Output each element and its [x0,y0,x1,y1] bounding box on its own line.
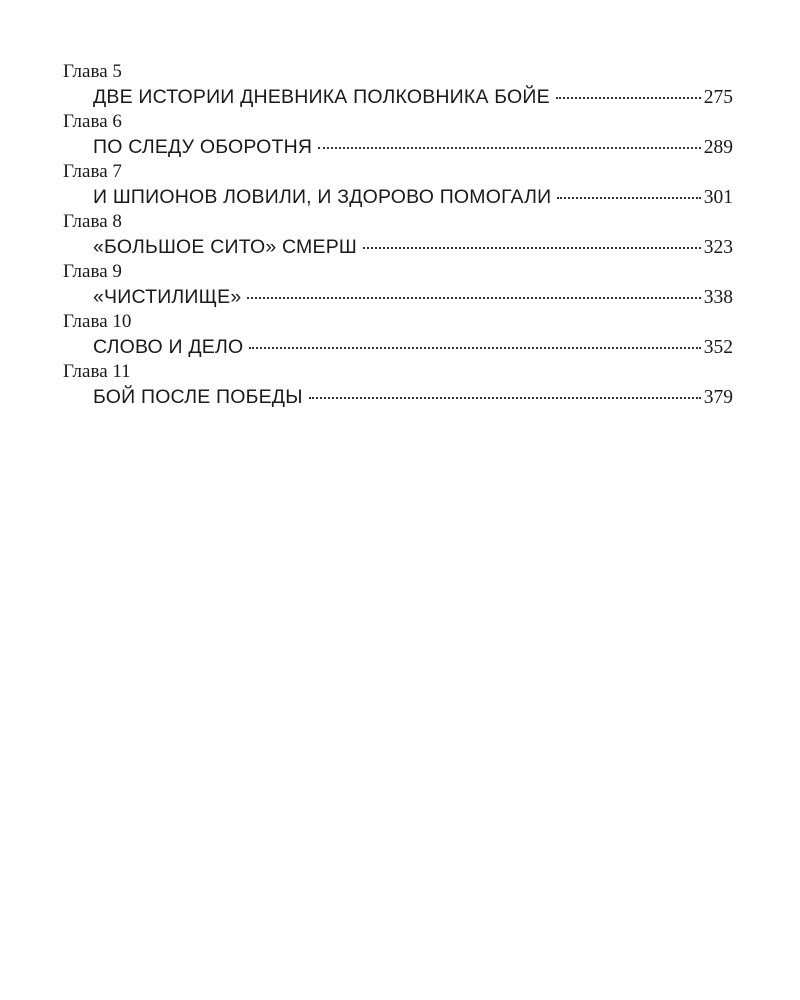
chapter-line[interactable] [63,384,733,410]
chapter-title: ДВЕ ИСТОРИИ ДНЕВНИКА ПОЛКОВНИКА БОЙЕ [93,86,550,108]
toc-entry-chapter-5 [63,60,733,110]
page-number: 352 [703,337,733,358]
chapter-title: ПО СЛЕДУ ОБОРОТНЯ [93,136,313,158]
toc-entry-chapter-11 [63,360,733,410]
chapter-line[interactable] [63,284,733,310]
page-number: 289 [703,137,733,158]
toc-entry-chapter-8 [63,210,733,260]
chapter-line[interactable] [63,84,733,110]
chapter-number: Глава 5 [63,61,122,82]
chapter-line[interactable] [63,134,733,160]
chapter-number: Глава 8 [63,211,122,232]
chapter-number: Глава 9 [63,261,122,282]
toc-entry-chapter-6 [63,110,733,160]
chapter-title: СЛОВО И ДЕЛО [93,336,244,358]
dot-leader [247,297,700,299]
chapter-line[interactable] [63,184,733,210]
toc-entry-chapter-7 [63,160,733,210]
page-number: 379 [703,387,733,408]
chapter-number: Глава 10 [63,311,132,332]
chapter-title: «БОЛЬШОЕ СИТО» СМЕРШ [93,236,357,258]
chapter-title: «ЧИСТИЛИЩЕ» [93,286,242,308]
page-number: 323 [703,237,733,258]
page-number: 338 [703,287,733,308]
chapter-number: Глава 7 [63,161,122,182]
chapter-title: И ШПИОНОВ ЛОВИЛИ, И ЗДОРОВО ПОМОГАЛИ [93,186,552,208]
table-of-contents [63,60,733,410]
dot-leader [556,97,701,99]
chapter-line[interactable] [63,234,733,260]
dot-leader [249,347,700,349]
toc-entry-chapter-10 [63,310,733,360]
dot-leader [318,147,701,149]
page-number: 275 [703,87,733,108]
chapter-line[interactable] [63,334,733,360]
dot-leader [363,247,701,249]
chapter-number: Глава 6 [63,111,122,132]
dot-leader [557,197,700,199]
chapter-number: Глава 11 [63,361,131,382]
page-number: 301 [703,187,733,208]
dot-leader [309,397,701,399]
chapter-title: БОЙ ПОСЛЕ ПОБЕДЫ [93,386,303,408]
toc-entry-chapter-9 [63,260,733,310]
